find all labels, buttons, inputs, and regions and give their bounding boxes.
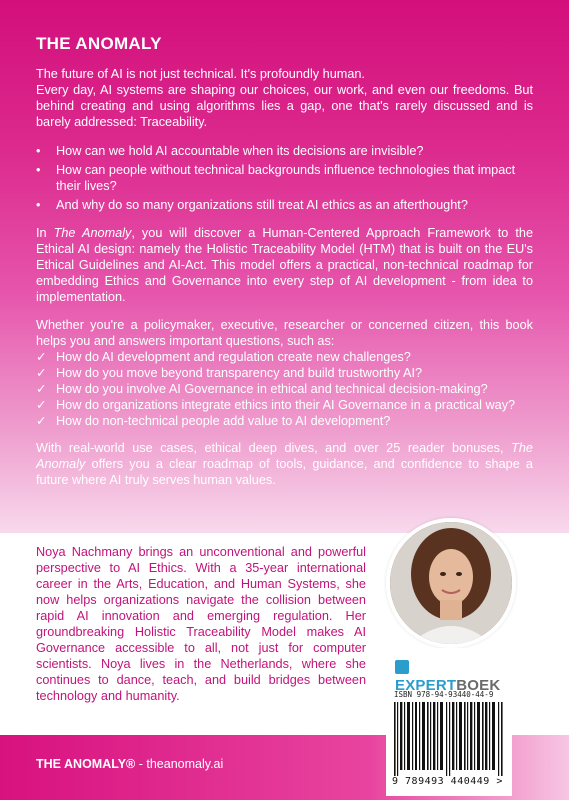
barcode-number: 9 789493 440449 >: [392, 776, 503, 787]
footer-separator: -: [135, 757, 147, 771]
intro-line-2: Every day, AI systems are shaping our choices, our work, and even our freedoms. But behind creating and using algorithms lies a gap, one that's rarely discussed and is barely addressed: Traceability.: [36, 83, 533, 129]
book-title: THE ANOMALY: [36, 34, 162, 53]
list-item: ✓ How do organizations integrate ethics into their AI Governance in a practical way?: [36, 398, 516, 412]
check-icon: ✓: [36, 350, 47, 364]
footer-text: [36, 757, 223, 771]
intro-line-1: The future of AI is not just technical. It's profoundly human.: [36, 67, 365, 81]
publisher-logo-icon: [395, 660, 409, 674]
blurb: [36, 34, 533, 488]
author-portrait-icon: [390, 522, 512, 644]
check-icon: ✓: [36, 414, 47, 428]
barcode-icon: [394, 702, 504, 776]
author-photo: [386, 518, 516, 648]
footer-brand: THE ANOMALY®: [36, 757, 136, 771]
audience-paragraph: Whether you're a policymaker, executive, researcher or concerned citizen, this book helps you and answers important questions, such as:: [36, 318, 533, 348]
footer-site: theanomaly.ai: [146, 757, 224, 771]
list-item: ✓ How do you involve AI Governance in ethical and technical decision-making?: [36, 382, 488, 396]
framework-paragraph: In The Anomaly, you will discover a Human-Centered Approach Framework to the Ethical AI design: namely the Holistic Traceability Model (HTM) that is built on the EU's Ethical Guidelines and AI-Act. This model offers a practical, non-technical roadmap for embedding Ethics and Governance into every step of AI development - from idea to implementation.: [36, 226, 534, 304]
list-item: • And why do so many organizations still treat AI ethics as an afterthought?: [36, 197, 533, 213]
check-icon: ✓: [36, 382, 47, 396]
check-list: [36, 349, 533, 429]
barcode-panel: [386, 648, 512, 796]
question-list: [36, 143, 533, 213]
closing-paragraph: With real-world use cases, ethical deep dives, and over 25 reader bonuses, The Anomaly offers you a clear roadmap of tools, guidance, and confidence to shape a future where AI truly serves human values.: [36, 441, 533, 487]
check-icon: ✓: [36, 366, 47, 380]
publisher-logo: EXPERTBOEK: [395, 660, 512, 694]
check-icon: ✓: [36, 398, 47, 412]
list-item: • How can we hold AI accountable when its decisions are invisible?: [36, 143, 533, 159]
list-item: ✓ How do AI development and regulation create new challenges?: [36, 350, 411, 364]
list-item: ✓ How do you move beyond transparency and build trustworthy AI?: [36, 366, 423, 380]
author-bio: Noya Nachmany brings an unconventional and powerful perspective to AI Ethics. With a 35-year international career in the Arts, Education, and Human Systems, she now helps organizations navigate the collision between rapid AI innovation and emerging regulation. Her groundbreaking Holistic Traceability Model makes AI Governance accessible to all, not just for computer scientists. Noya lives in the Netherlands, where she continues to dance, teach, and build bridges between technology and humanity.: [36, 545, 366, 703]
isbn-label: ISBN 978-94-93440-44-9: [394, 690, 494, 699]
list-item: ✓ How do non-technical people add value to AI development?: [36, 414, 391, 428]
list-item: • How can people without technical backgrounds influence technologies that impact their lives?: [36, 162, 533, 194]
